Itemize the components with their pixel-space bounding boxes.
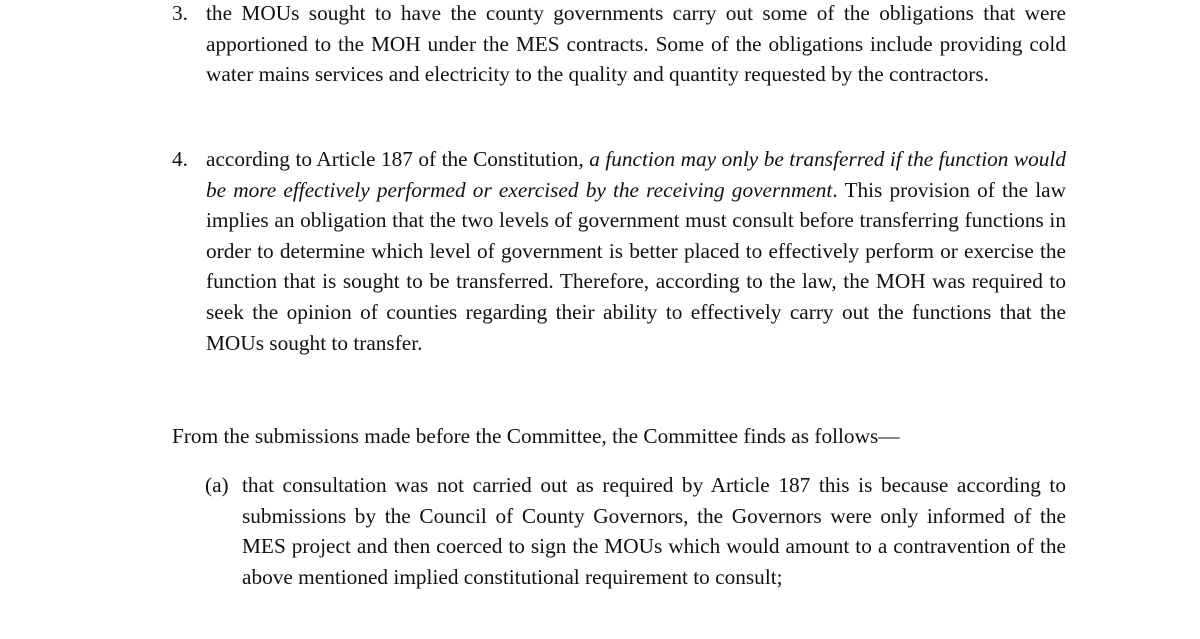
paragraph-number: 4. (172, 147, 188, 171)
numbered-paragraph-3 (172, 0, 1066, 90)
finding-item-a (205, 470, 1066, 592)
paragraph-text-lead: according to Article 187 of the Constitution, (206, 147, 590, 171)
constitution-quote: a function may only be transferred if the function would be more effectively performed or exercised by the receiving government (206, 147, 1066, 202)
paragraph-text-rest: . This provision of the law implies an obligation that the two levels of government must consult before transferring functions in order to determine which level of government is better placed to effectively perform or exercise the function that is sought to be transferred. Therefore, according to the law, the MOH was required to seek the opinion of counties regarding their ability to effectively carry out the functions that the MOUs sought to transfer. (206, 177, 1066, 355)
findings-intro: From the submissions made before the Committee, the Committee finds as follows— (172, 424, 900, 448)
finding-text: that consultation was not carried out as required by Article 187 this is because according to submissions by the Council of County Governors, the Governors were only informed of the MES project and then coerced to sign the MOUs which would amount to a contravention of the above mentioned implied constitutional requirement to consult; (242, 473, 1066, 589)
numbered-paragraph-4 (172, 144, 1066, 358)
paragraph-text (206, 144, 1066, 358)
paragraph-text: the MOUs sought to have the county governments carry out some of the obligations that were apportioned to the MOH under the MES contracts. Some of the obligations include providing cold water mains services and electricity to the quality and quantity requested by the contractors. (206, 1, 1066, 87)
paragraph-number: 3. (172, 1, 188, 25)
finding-letter: (a) (205, 473, 229, 497)
